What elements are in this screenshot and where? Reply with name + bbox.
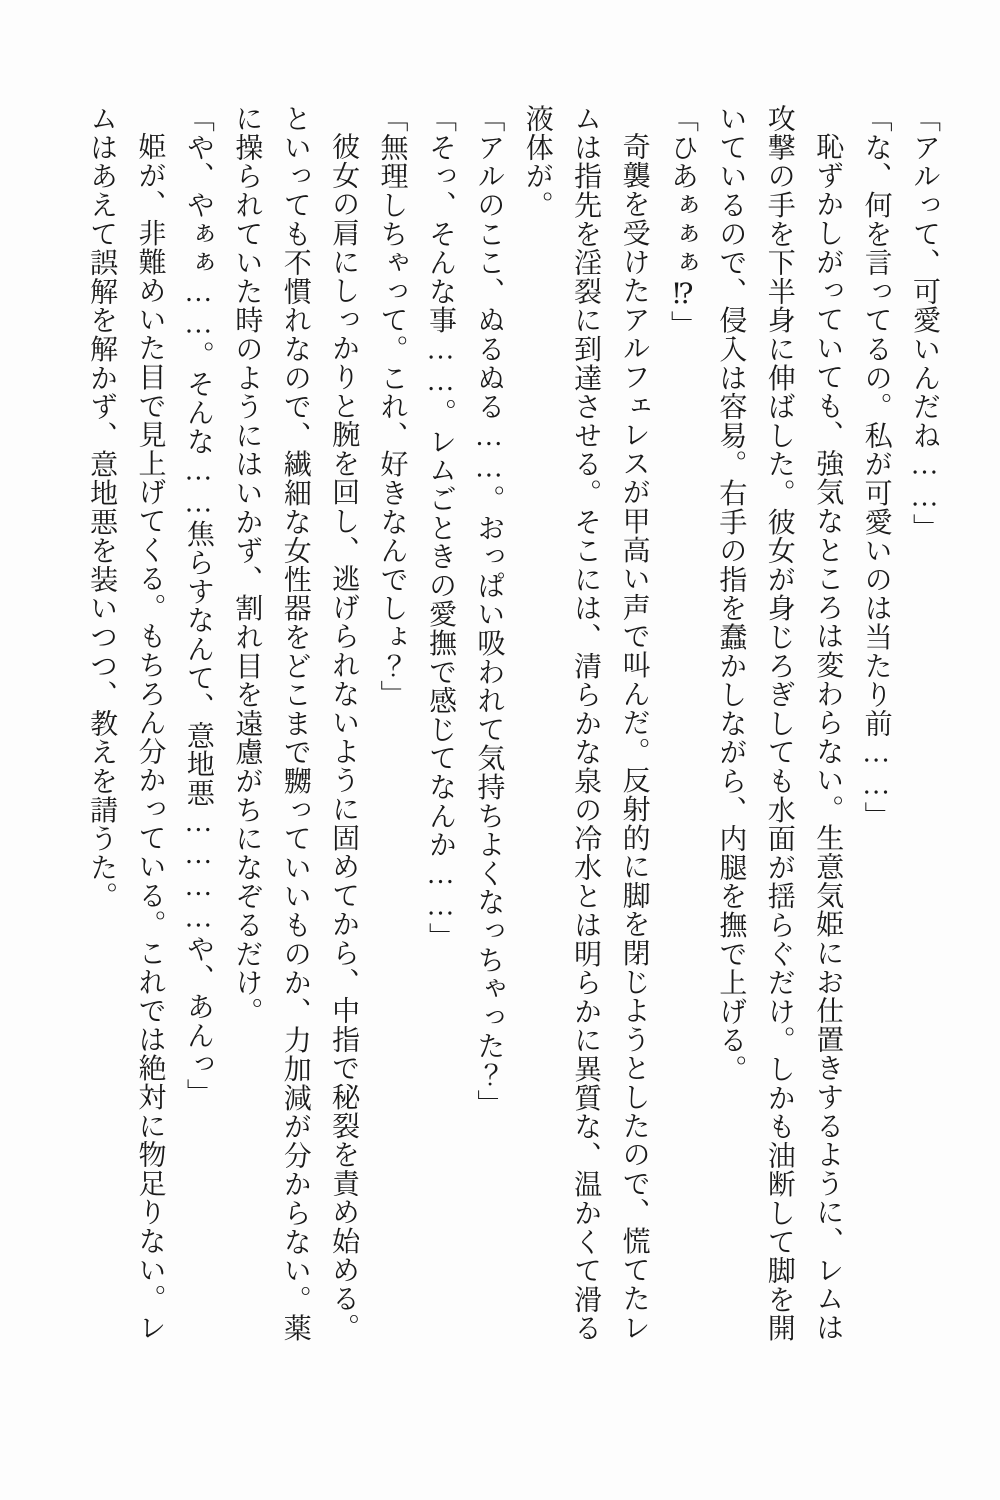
novel-text-block [52, 104, 948, 1352]
dialogue-line-1: 「アルって、可愛いんだね……」 [909, 104, 940, 542]
dialogue-line-4: 「アルのここ、ぬるぬる……。おっぱい吸われて気持ちよくなっちゃった？」 [473, 104, 505, 1118]
narrative-paragraph-3: 彼女の肩にしっかりと腕を回し、逃げられないように固めてから、中指で秘裂を責め始める。といっても不慣れなので、繊細な女性器をどこまで嬲っていいものか、力加減が分からない。薬に操られていた時のようにはいかず、割れ目を遠慮がちになぞるだけ。 [231, 104, 360, 1343]
narrative-paragraph-2: 奇襲を受けたアルフェレスが甲高い声で叫んだ。反射的に脚を閉じようとしたので、慌てたレムは指先を淫裂に到達させる。そこには、清らかな泉の冷水とは明らかに異質な、温かくて滑る液体が。 [521, 104, 650, 1343]
dialogue-line-6: 「無理しちゃって。これ、好きなんでしょ？」 [376, 104, 408, 709]
dialogue-line-2: 「な、何を言ってるの。私が可愛いのは当たり前……」 [860, 104, 892, 830]
narrative-paragraph-1: 恥ずかしがっていても、強気なところは変わらない。生意気姫にお仕置きするように、レムは攻撃の手を下半身に伸ばした。彼女が身じろぎしても水面が揺らぐだけ。しかも油断して脚を開いているので、侵入は容易。右手の指を蠢かしながら、内腿を撫で上げる。 [715, 104, 844, 1343]
dialogue-line-3: 「ひあぁぁぁ⁉」 [666, 104, 698, 340]
dialogue-line-5: 「そっ、そんな事……。レムごときの愛撫で感じてなんか……」 [424, 104, 456, 952]
dialogue-line-7: 「や、やぁぁ……。そんな……焦らすなんて、意地悪…………や、あんっ」 [182, 104, 214, 1108]
narrative-paragraph-4: 姫が、非難めいた目で見上げてくる。もちろん分かっている。これでは絶対に物足りない。レムはあえて誤解を解かず、意地悪を装いつつ、教えを請うた。 [86, 104, 166, 1342]
